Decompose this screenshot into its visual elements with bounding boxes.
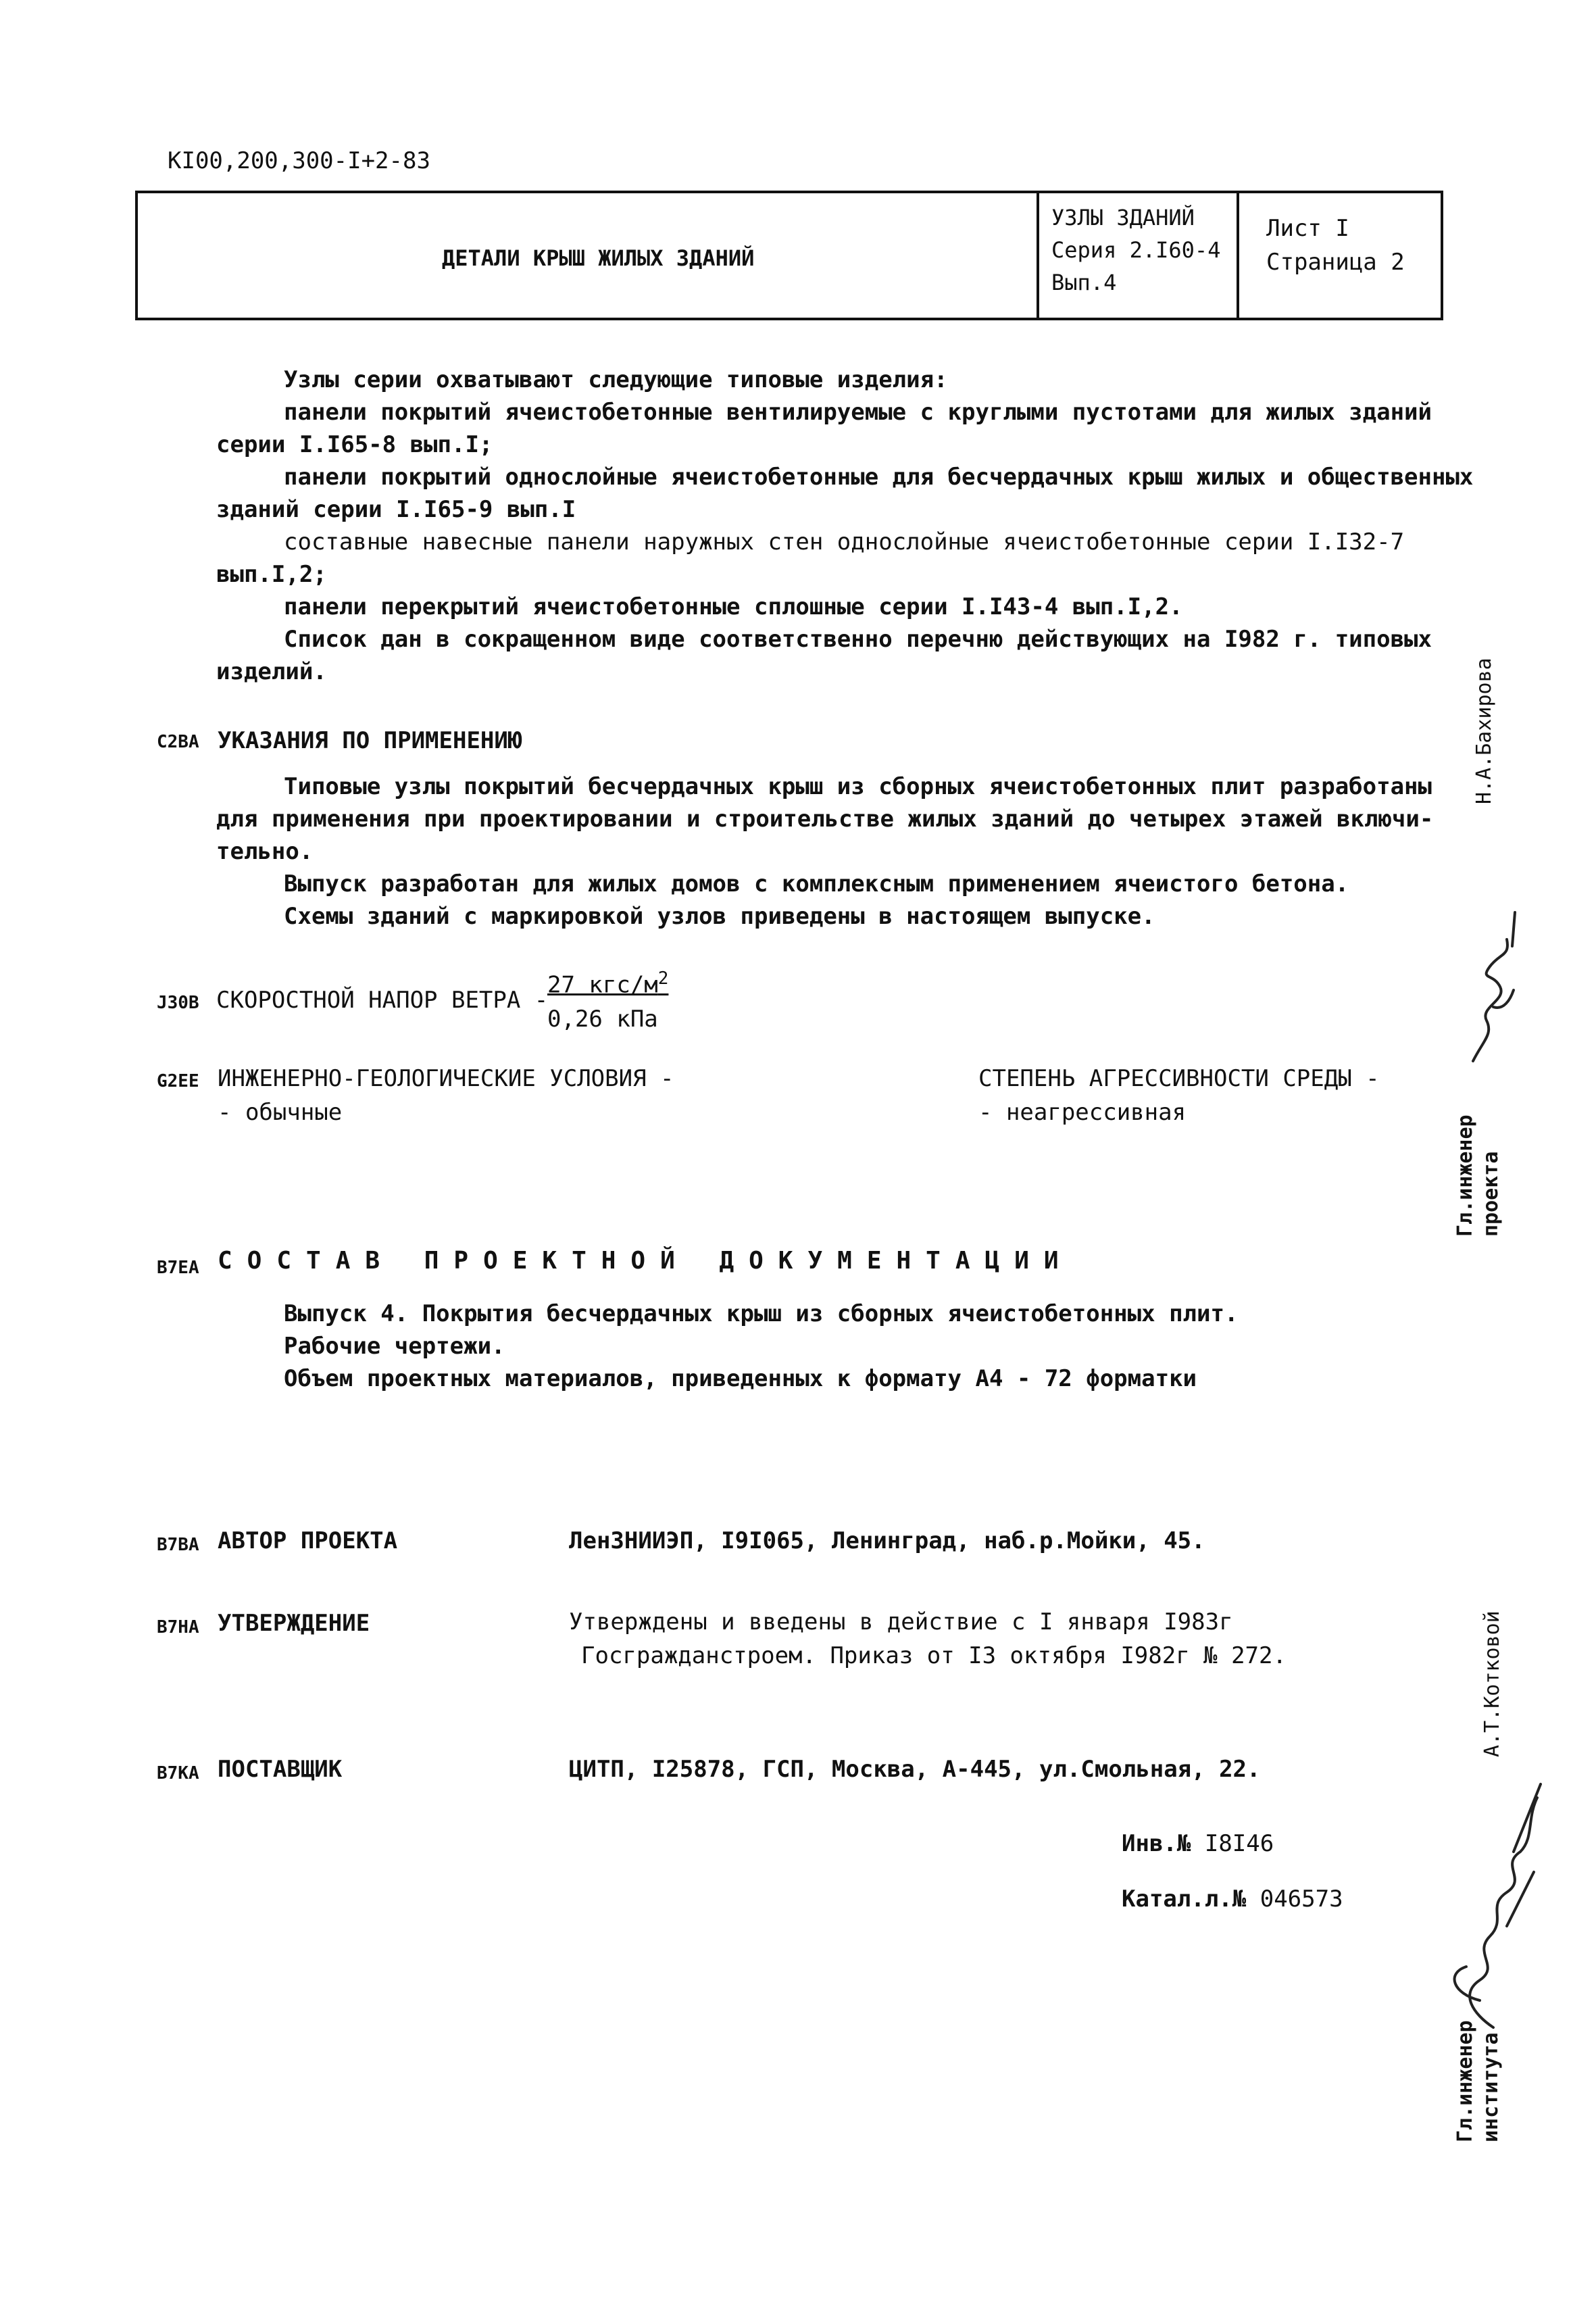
application-heading: УКАЗАНИЯ ПО ПРИМЕНЕНИЮ	[218, 727, 522, 754]
series-number: Серия 2.I60-4	[1051, 237, 1221, 263]
supplier-code: B7KA	[157, 1763, 199, 1783]
wind-numerator	[547, 962, 668, 1001]
margin-chief-institute-line1: Гл.инженер	[1453, 2020, 1477, 2142]
inventory	[1122, 1827, 1274, 1860]
header-sheet-cell	[1239, 193, 1442, 318]
signature-lower	[1432, 1771, 1547, 2041]
wind-label: СКОРОСТНОЙ НАПОР ВЕТРА -	[216, 987, 549, 1014]
application-line: Выпуск разработан для жилых домов с комплексным применением ячеистого бетона.	[284, 870, 1349, 897]
document-title: ДЕТАЛИ КРЫШ ЖИЛЫХ ЗДАНИЙ	[442, 245, 755, 271]
intro-line: составные навесные панели наружных стен однослойные ячеистобетонные серии I.I32-7	[284, 528, 1405, 556]
document-code: КI00,200,300-I+2-83	[168, 147, 430, 174]
intro-line: панели перекрытий ячеистобетонные сплошные серии I.I43-4 вып.I,2.	[284, 593, 1183, 620]
aggressiveness-value: - неагрессивная	[978, 1099, 1187, 1126]
intro-line: изделий.	[216, 658, 327, 685]
sheet-number: Лист I	[1266, 215, 1349, 242]
catalog-label: Катал.л.№	[1122, 1886, 1247, 1913]
approval-line: Госгражданстроем. Приказ от I3 октября I982г № 272.	[581, 1642, 1287, 1669]
margin-chief-project-line1: Гл.инженер	[1453, 1114, 1477, 1237]
application-line: Схемы зданий с маркировкой узлов приведены в настоящем выпуске.	[284, 903, 1155, 930]
header-title-cell	[138, 193, 1039, 318]
intro-line: панели покрытий ячеистобетонные вентилируемые с круглыми пустотами для жилых зданий	[284, 399, 1432, 426]
aggressiveness-label: СТЕПЕНЬ АГРЕССИВНОСТИ СРЕДЫ -	[978, 1065, 1380, 1092]
approval-line: Утверждены и введены в действие с I января I983г	[569, 1608, 1233, 1635]
composition-line: Рабочие чертежи.	[284, 1333, 505, 1360]
margin-chief-project	[1453, 1114, 1504, 1237]
wind-exponent: 2	[657, 968, 669, 989]
geology-code: G2EE	[157, 1071, 199, 1091]
intro-line: вып.I,2;	[216, 561, 327, 588]
application-line: Типовые узлы покрытий бесчердачных крыш из сборных ячеистобетонных плит разработаны	[284, 773, 1432, 800]
margin-chief-project-line2: проекта	[1479, 1151, 1503, 1237]
header-series-cell	[1037, 193, 1239, 318]
wind-code: J30B	[157, 993, 199, 1013]
page-number: Страница 2	[1266, 249, 1405, 276]
geology-label: ИНЖЕНЕРНО-ГЕОЛОГИЧЕСКИЕ УСЛОВИЯ -	[218, 1065, 674, 1092]
author-value: ЛенЗНИИЭП, I9I065, Ленинград, наб.р.Мойки, 45.	[569, 1527, 1205, 1554]
intro-line: Узлы серии охватывают следующие типовые изделия:	[284, 366, 948, 393]
wind-denominator: 0,26 кПа	[547, 1006, 658, 1033]
composition-code: B7EA	[157, 1258, 199, 1278]
supplier-value: ЦИТП, I25878, ГСП, Москва, А-445, ул.Смольная, 22.	[569, 1756, 1261, 1783]
approval-label: УТВЕРЖДЕНИЕ	[218, 1610, 370, 1637]
inventory-label: Инв.№	[1122, 1830, 1191, 1857]
header-table	[135, 191, 1443, 320]
signature-upper	[1453, 906, 1534, 1075]
composition-line: Выпуск 4. Покрытия бесчердачных крыш из сборных ячеистобетонных плит.	[284, 1300, 1239, 1327]
approval-code: B7HA	[157, 1617, 199, 1638]
composition-line: Объем проектных материалов, приведенных к формату А4 - 72 форматки	[284, 1365, 1197, 1392]
issue-number: Вып.4	[1051, 270, 1117, 295]
intro-line: Список дан в сокращенном виде соответственно перечню действующих на I982 г. типовых	[284, 626, 1432, 653]
intro-line: зданий серии I.I65-9 вып.I	[216, 496, 576, 523]
catalog-value: 046573	[1260, 1886, 1343, 1913]
application-code: C2BA	[157, 732, 199, 752]
series-group: УЗЛЫ ЗДАНИЙ	[1051, 205, 1195, 230]
wind-numerator-text: 27 кгс/м	[547, 971, 658, 999]
catalog	[1122, 1883, 1343, 1915]
application-line: для применения при проектировании и строительстве жилых зданий до четырех этажей включи-	[216, 806, 1434, 833]
author-code: B7BA	[157, 1535, 199, 1555]
intro-line: панели покрытий однослойные ячеистобетонные для бесчердачных крыш жилых и общественных	[284, 464, 1474, 491]
margin-name-bakhirova: Н.А.Бахирова	[1472, 658, 1496, 804]
intro-line: серии I.I65-8 вып.I;	[216, 431, 493, 458]
supplier-label: ПОСТАВЩИК	[218, 1756, 343, 1783]
application-line: тельно.	[216, 838, 314, 865]
geology-value: - обычные	[218, 1099, 343, 1126]
inventory-value: I8I46	[1204, 1830, 1274, 1857]
margin-name-kotkova: А.Т.Котковой	[1480, 1610, 1504, 1757]
margin-chief-institute-line2: института	[1479, 2032, 1503, 2142]
composition-heading: СОСТАВ ПРОЕКТНОЙ ДОКУМЕНТАЦИИ	[218, 1247, 1074, 1275]
author-label: АВТОР ПРОЕКТА	[218, 1527, 398, 1554]
